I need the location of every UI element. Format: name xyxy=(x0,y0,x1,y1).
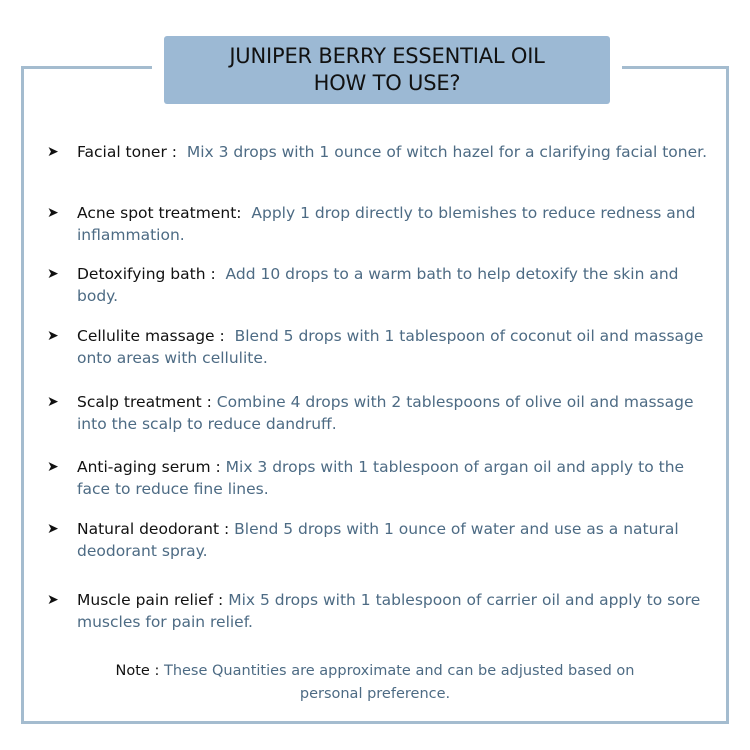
item-description: Mix 3 drops with 1 tablespoon of argan oil and apply to the face to reduce fine lines. xyxy=(77,458,685,498)
item-label: Cellulite massage : xyxy=(77,327,225,345)
list-item-natural-deodorant xyxy=(47,518,717,562)
list-item-muscle-pain-relief xyxy=(47,589,717,633)
item-label: Facial toner : xyxy=(77,143,177,161)
item-description: Blend 5 drops with 1 ounce of water and use as a natural deodorant spray. xyxy=(77,520,679,560)
list-item-scalp-treatment xyxy=(47,391,717,435)
arrowhead-icon: ➤ xyxy=(47,521,59,537)
item-description: Mix 3 drops with 1 ounce of witch hazel for a clarifying facial toner. xyxy=(186,143,708,161)
item-description: Mix 5 drops with 1 tablespoon of carrier oil and apply to sore muscles for pain relief. xyxy=(77,591,701,631)
title-line-1: JUNIPER BERRY ESSENTIAL OIL xyxy=(229,44,545,68)
note-text: These Quantities are approximate and can be adjusted based on personal preference. xyxy=(163,663,635,702)
arrowhead-icon: ➤ xyxy=(47,266,59,282)
list-item-acne-spot-treatment xyxy=(47,202,717,246)
footnote xyxy=(100,660,650,706)
title-line-2: HOW TO USE? xyxy=(313,71,461,95)
item-label: Natural deodorant : xyxy=(77,520,230,538)
note-label: Note : xyxy=(115,663,160,679)
list-item-anti-aging-serum xyxy=(47,456,717,500)
item-label: Acne spot treatment: xyxy=(77,204,242,222)
item-label: Muscle pain relief : xyxy=(77,591,224,609)
list-item-detoxifying-bath xyxy=(47,263,717,307)
item-label: Scalp treatment : xyxy=(77,393,212,411)
list-item-cellulite-massage xyxy=(47,325,717,369)
arrowhead-icon: ➤ xyxy=(47,144,59,160)
arrowhead-icon: ➤ xyxy=(47,592,59,608)
item-description: Combine 4 drops with 2 tablespoons of olive oil and massage into the scalp to reduce dandruff. xyxy=(77,393,694,433)
list-item-facial-toner xyxy=(47,141,717,163)
arrowhead-icon: ➤ xyxy=(47,394,59,410)
arrowhead-icon: ➤ xyxy=(47,328,59,344)
item-description: Add 10 drops to a warm bath to help detoxify the skin and body. xyxy=(77,265,679,305)
title-banner xyxy=(164,36,610,104)
item-label: Anti-aging serum : xyxy=(77,458,221,476)
item-label: Detoxifying bath : xyxy=(77,265,216,283)
arrowhead-icon: ➤ xyxy=(47,459,59,475)
item-description: Blend 5 drops with 1 tablespoon of coconut oil and massage onto areas with cellulite. xyxy=(77,327,704,367)
arrowhead-icon: ➤ xyxy=(47,205,59,221)
item-description: Apply 1 drop directly to blemishes to reduce redness and inflammation. xyxy=(77,204,696,244)
